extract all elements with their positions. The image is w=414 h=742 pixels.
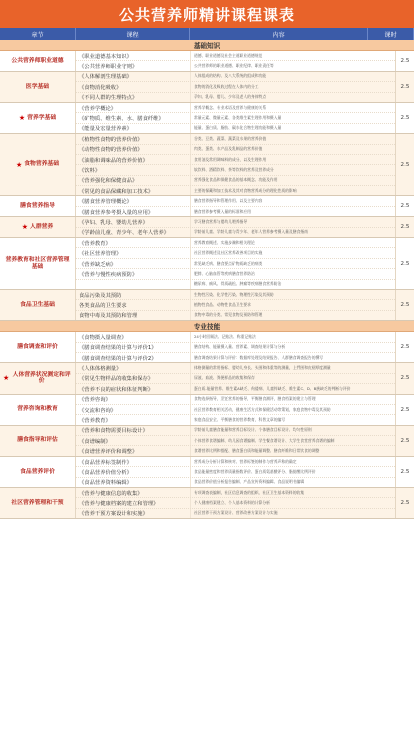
course-content: 食品能量密度和营养质量指数评价、蛋白质氨基酸评分、脂肪酸比例评价 (190, 467, 395, 476)
chapter-label: 食品营养评价 (20, 468, 55, 475)
hours-cell: 2.5 (400, 437, 410, 444)
course-name: 食物中毒及其预防和管理 (79, 313, 138, 320)
course-content: 公共营养师的职业道德、职业纪律、职业责任等 (190, 61, 395, 70)
chapter-label: 社区营养管理和干预 (11, 499, 64, 506)
chapter-cell (0, 332, 76, 362)
course-row (76, 509, 395, 518)
course-name: 《膳食营养管理概论》 (79, 199, 132, 206)
chapter-label: 医学基础 (25, 83, 50, 90)
course-content: 膳食结构、能量摄入量、营养素、调查结果计算与分析 (190, 343, 395, 352)
course-content: 食谱营养比例和搭配、膳食蛋白质和能量调整、膳食纤维和日常饮食的调整 (190, 446, 395, 455)
hours-cell: 2.5 (400, 500, 410, 507)
course-content: 糖尿病、痛风、骨质疏松、肿瘤等疾病膳食营养防治 (190, 280, 395, 289)
schedule-body (0, 40, 414, 519)
course-row (76, 269, 395, 279)
chapter-cell (0, 457, 76, 487)
chapter-cell (0, 196, 76, 216)
section-body (0, 332, 414, 519)
course-name: 《油脂和调味品的营养价值》 (79, 157, 148, 164)
course-row (76, 498, 395, 508)
course-rows (76, 72, 396, 102)
course-content: 软饮料、酒精饮料、茶等饮料的营养及营养成分 (190, 165, 395, 174)
course-row (76, 374, 395, 384)
course-name: 《食谱营养评价和调整》 (79, 449, 138, 456)
course-name: 《社区营养管理》 (79, 251, 122, 258)
hours-cell: 2.5 (400, 302, 410, 309)
chapter-cell (0, 134, 76, 195)
course-content: 植物性食品、动物性食品卫生要求 (190, 300, 395, 309)
course-content: 人体组成的结构、及八大系统的组成和功能 (190, 72, 395, 81)
section-body (0, 51, 414, 321)
course-row (76, 113, 395, 123)
chapter-group (0, 134, 414, 196)
hours-cell: 2.5 (400, 203, 410, 210)
course-name: 各类食品的卫生要求 (79, 303, 127, 310)
course-content: 膳食营养参考摄入量的标准和应用 (190, 207, 395, 216)
course-name: 《营养咨询》 (79, 397, 111, 404)
chapter-label: 营养咨询和教育 (17, 406, 58, 413)
header-course: 课程 (76, 28, 190, 40)
course-content: 学龄前儿童、学龄儿童与青少年、老年人营养参考摄入量及膳食指南 (190, 228, 395, 237)
course-name: 《食品营养价值分析》 (79, 469, 132, 476)
course-rows (76, 395, 396, 425)
course-content: 孕妇、乳母、婴儿、少年及老人的身体特点 (190, 93, 395, 102)
chapter-group (0, 426, 414, 457)
course-row (76, 134, 395, 144)
course-row (76, 343, 395, 353)
chapter-label: 人体营养状况测定和评价 (12, 371, 71, 385)
course-row (76, 467, 395, 477)
course-row (76, 436, 395, 446)
course-name: 《公共营养师职业守则》 (79, 64, 138, 71)
column-header-row (0, 28, 414, 40)
course-name: 《植物性食物的营养价值》 (79, 136, 143, 143)
course-name: 《食品营养标签制作》 (79, 459, 132, 466)
course-content: 常量元素、微量元素、各类维生素生理作用和摄入量 (190, 113, 395, 122)
course-row (76, 426, 395, 436)
course-content: 肉类、蛋类、水产品及乳制品的营养价值 (190, 145, 395, 154)
chapter-label: 人群营养 (30, 223, 54, 230)
course-row (76, 280, 395, 289)
chapter-cell (0, 217, 76, 237)
course-content: 食物选择指导，烹饪营养的指导，平衡膳食测评，膳食档案的建立与管理 (190, 395, 395, 404)
course-name: 《膳食调查结果的计算与评价2》 (79, 355, 157, 362)
course-content: 营养教育概述、实施步骤和相关理论 (190, 238, 395, 247)
hours-cell: 2.5 (400, 260, 410, 267)
chapter-label: 膳食指导和评估 (17, 437, 58, 444)
chapter-label: 营养学基础 (27, 114, 57, 121)
chapter-cell (0, 103, 76, 133)
course-name: 《食物摄入量调查》 (79, 334, 127, 341)
course-name: 《营养强化和保健食品》 (79, 178, 138, 185)
course-row (76, 332, 395, 342)
chapter-group (0, 72, 414, 103)
chapter-group (0, 363, 414, 394)
course-name: 《营养教育》 (79, 240, 111, 247)
course-content: 能量、蛋白质、脂肪、碳水化合物生理功能和摄入量 (190, 124, 395, 133)
course-row (76, 72, 395, 82)
course-content: 膳食调查结果计算与评价：数据库处理及结果报告、人群膳食调查报告的撰写 (190, 353, 395, 362)
course-row (76, 124, 395, 133)
course-row (76, 457, 395, 467)
course-row (76, 228, 395, 237)
course-rows (76, 238, 396, 289)
course-row (76, 186, 395, 195)
chapter-group (0, 196, 414, 217)
course-name: 《膳食调查结果的计算与评价1》 (79, 345, 157, 352)
course-content: 谷类、豆类、蔬菜、蔬菜及水果的营养价值 (190, 134, 395, 143)
chapter-cell (0, 290, 76, 320)
chapter-label: 食品卫生基础 (20, 301, 55, 308)
course-name: 《营养缺乏病》 (79, 261, 117, 268)
course-row (76, 103, 395, 113)
course-name: 《矿物质、维生素、水、膳食纤维》 (79, 116, 164, 123)
course-name: 《常见生物样品的收集和保存》 (79, 376, 154, 383)
course-name (76, 280, 190, 289)
course-content: 肥胖、心脑血管等疾病膳食营养防治 (190, 269, 395, 278)
hours-cell: 2.5 (400, 224, 410, 231)
course-content: 道德、职业道德及社会主道职业道德规范 (190, 51, 395, 60)
course-name: 《能量及宏量营养素》 (79, 126, 132, 133)
course-row (76, 82, 395, 92)
course-content: 营养成分分析计算和核对、营养标签的制作与营养声称的确定 (190, 457, 395, 466)
course-row (76, 405, 395, 415)
hours-cell: 2.5 (400, 468, 410, 475)
course-row (76, 363, 395, 373)
hours-cell: 2.5 (400, 57, 410, 64)
course-row (76, 217, 395, 227)
chapter-cell (0, 488, 76, 518)
star-icon: ★ (21, 223, 29, 232)
course-content: 蛋白质-能量营养、维生素A缺乏、佝偻病、儿童锌缺乏、维生素C、D、B族缺乏的判断与评价 (190, 384, 395, 393)
course-row (76, 196, 395, 206)
hours-cell: 2.5 (400, 375, 410, 382)
course-content: 专项调查表编制，社区信息调查的组织、社区卫生基本资料的收集 (190, 488, 395, 497)
course-row (76, 384, 395, 393)
course-name: 《食谱编制》 (79, 438, 111, 445)
course-content: 24小时回顾法、记账法、称重记账法 (190, 332, 395, 341)
course-content: 常见缺乏病、膳食要点矿物质缺乏的病类 (190, 259, 395, 268)
course-name: 食品污染及其预防 (79, 292, 122, 299)
course-rows (76, 134, 396, 195)
course-rows (76, 217, 396, 237)
course-row (76, 300, 395, 310)
course-row (76, 415, 395, 424)
course-content: 社区营养干预方案设计、营养改善方案设计与实施 (190, 509, 395, 518)
course-row (76, 207, 395, 216)
chapter-group (0, 103, 414, 134)
course-content: 家庭食品安全、平衡膳食的营养教育，科普文章的编写 (190, 415, 395, 424)
course-row (76, 165, 395, 175)
course-name: 《膳食营养参考摄入量的应用》 (79, 209, 154, 216)
hours-cell: 2.5 (400, 344, 410, 351)
course-name: 《营养与健康信息的收集》 (79, 490, 143, 497)
chapter-label: 营养教育和社区营养管理基础 (5, 256, 70, 270)
course-content: 食物中毒的分类、常见食物及预防和管理 (190, 311, 395, 320)
header-chapter: 章节 (0, 28, 76, 40)
course-content: 营养强化食品和保健食品的基本概念、功能及作用 (190, 176, 395, 185)
course-name: 《营养与慢性疾病预防》 (79, 271, 138, 278)
course-name: 《营养干预方案设计和实施》 (79, 511, 148, 518)
course-content: 学龄前儿童膳食能量和营养目标设计、个体膳食目标设计、均匀性原则 (190, 426, 395, 435)
hours-cell: 2.5 (400, 83, 410, 90)
course-row (76, 311, 395, 320)
course-rows (76, 426, 396, 456)
course-row (76, 51, 395, 61)
chapter-cell (0, 426, 76, 456)
page-title: 公共营养师精讲课程课表 (0, 0, 414, 28)
course-content: 体格测量的常用指标、婴幼儿身长、头围和体重等的测量，上臂围和皮褶厚度测量 (190, 363, 395, 372)
course-row (76, 155, 395, 165)
chapter-label: 膳食调查和评价 (17, 343, 58, 350)
course-rows (76, 332, 396, 362)
course-name: 《交流和咨询》 (79, 407, 117, 414)
course-name: 《职业道德基本知识》 (79, 53, 132, 60)
course-rows (76, 488, 396, 518)
star-icon: ★ (15, 160, 23, 169)
course-content: 膳食营养指导和管理作用、以及主要内容 (190, 196, 395, 205)
course-content: 生物性污染、化学性污染、物理性污染及其预防 (190, 290, 395, 299)
chapter-group (0, 217, 414, 238)
hours-cell: 2.5 (400, 115, 410, 122)
chapter-cell (0, 238, 76, 289)
section-band: 基础知识 (0, 40, 414, 51)
header-content: 内容 (190, 28, 368, 40)
course-content: 个体营养食谱编制、幼儿园食谱编制、学生餐食谱设计、大学生食堂营养食谱的编制 (190, 436, 395, 445)
course-name: 《孕妇、乳母、婴幼儿营养》 (79, 219, 148, 226)
course-content: 尿液、血液、粪便样品的收集和保存 (190, 374, 395, 383)
course-name: 《人体体格测量》 (79, 366, 122, 373)
chapter-cell (0, 395, 76, 425)
course-name: 《学龄前儿童、青少年、老年人营养》 (79, 230, 170, 237)
course-content: 主要的保藏和加工技术及其对食物营养成分的理化性质的影响 (190, 186, 395, 195)
star-icon: ★ (18, 114, 26, 123)
course-name: 《营养教育》 (79, 417, 111, 424)
course-name: 《营养不良的症状和体征判断》 (79, 386, 154, 393)
course-name: 《营养与健康档案的建立和管理》 (79, 501, 159, 508)
course-row (76, 248, 395, 258)
chapter-label: 食物营养基础 (24, 161, 60, 168)
course-name: 《常见的食品保藏和加工技术》 (79, 188, 154, 195)
course-name: 《饮料》 (79, 167, 101, 174)
course-content: 社区营养教育相关活动，健康生活方式和保健活动等策划，家庭食物中毒及其预防 (190, 405, 395, 414)
course-name: 《人体解剖生理基础》 (79, 74, 132, 81)
chapter-label: 膳食营养指导 (20, 203, 55, 210)
chapter-group (0, 290, 414, 321)
chapter-label: 公共营养师职业道德 (11, 57, 64, 64)
chapter-group (0, 51, 414, 72)
course-content: 社区营养概述及社区营养改善项目的实施 (190, 248, 395, 257)
chapter-cell (0, 363, 76, 393)
course-content: 食物的消化及吸收过程在人体内的分工 (190, 82, 395, 91)
course-content: 营养学概念、专业术语及营养与健康的关系 (190, 103, 395, 112)
chapter-group (0, 332, 414, 363)
header-hours: 课时 (368, 28, 414, 40)
course-row (76, 145, 395, 155)
course-row (76, 61, 395, 70)
section-band: 专业技能 (0, 321, 414, 332)
star-icon: ★ (3, 374, 10, 383)
course-row (76, 395, 395, 405)
chapter-group (0, 238, 414, 290)
course-name: 《动物性食物的营养价值》 (79, 147, 143, 154)
course-content: 个人健康档案建立、个人基本资料的计算分析 (190, 498, 395, 507)
chapter-cell (0, 72, 76, 102)
course-row (76, 290, 395, 300)
course-content: 学习膳食营养与婴幼儿喂养指导 (190, 217, 395, 226)
course-row (76, 488, 395, 498)
course-row (76, 93, 395, 102)
course-rows (76, 363, 396, 393)
chapter-group (0, 457, 414, 488)
hours-cell: 2.5 (400, 161, 410, 168)
course-content: 食品营养价值分析报告编制、产品宣传资料编辑、食品说明书编辑 (190, 478, 395, 487)
course-name: 《食物消化吸收》 (79, 84, 122, 91)
course-rows (76, 51, 396, 71)
chapter-group (0, 488, 414, 519)
course-name: 《食品营养资料编辑》 (79, 480, 132, 487)
course-rows (76, 457, 396, 487)
hours-cell: 2.5 (400, 406, 410, 413)
chapter-cell (0, 51, 76, 71)
course-name: 《不同人群的生理特点》 (79, 95, 138, 102)
course-row (76, 478, 395, 487)
course-name: 《营养和食物需要目标设计》 (79, 428, 148, 435)
course-row (76, 176, 395, 186)
course-name: 《营养学概论》 (79, 105, 117, 112)
course-row (76, 353, 395, 362)
course-row (76, 238, 395, 248)
course-content: 食用油及常用调味料的成分，以及生理作用 (190, 155, 395, 164)
course-rows (76, 290, 396, 320)
course-row (76, 446, 395, 455)
course-rows (76, 196, 396, 216)
chapter-group (0, 395, 414, 426)
course-row (76, 259, 395, 269)
course-rows (76, 103, 396, 133)
